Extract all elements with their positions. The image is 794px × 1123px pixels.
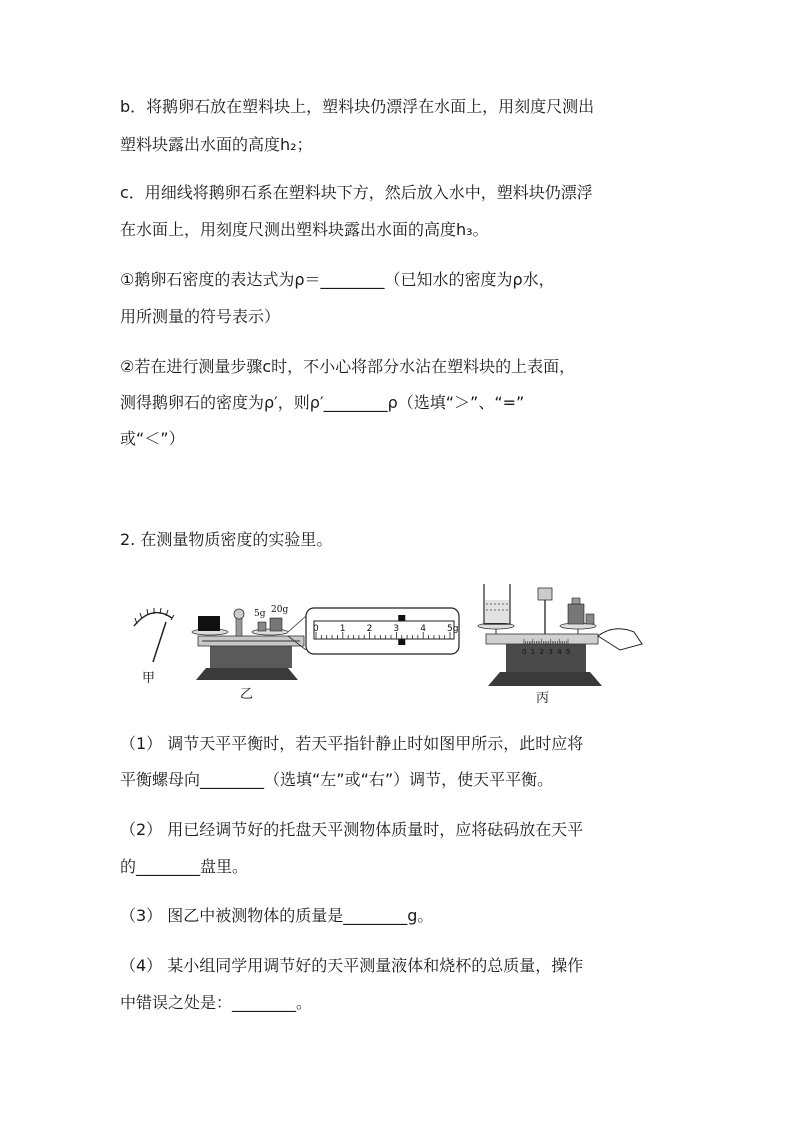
ruler-tick-label: 0 xyxy=(313,624,319,634)
para-b-line-2: 塑料块露出水面的高度h₂； xyxy=(120,135,313,154)
balance-figure xyxy=(128,570,644,710)
weight-20g-label: 20g xyxy=(271,605,289,615)
question-1-line-1: ①鹅卵石密度的表达式为ρ＝________（已知水的密度为ρ水， xyxy=(120,270,555,289)
item-1-line-1: （1） 调节天平平衡时，若天平指针静止时如图甲所示，此时应将 xyxy=(120,734,584,753)
bing-tick-label: 3 xyxy=(548,648,553,656)
balance-bing xyxy=(478,584,642,706)
ruler-tick-label: 5g xyxy=(447,624,459,634)
pointer-needle xyxy=(153,622,166,662)
bing-tick-label: 2 xyxy=(539,648,545,656)
weight-5g xyxy=(258,622,266,631)
bing-tick-label: 1 xyxy=(530,648,536,656)
para-b-line-1: b．将鹅卵石放在塑料块上，塑料块仍漂浮在水面上，用刻度尺测出 xyxy=(120,97,595,116)
label-yi: 乙 xyxy=(240,687,254,702)
item-1-line-2: 平衡螺母向________（选填“左”或“右”）调节，使天平平衡。 xyxy=(120,770,554,789)
ruler-tick-label: 2 xyxy=(366,624,373,634)
rider-marker-bottom xyxy=(398,639,405,645)
bing-tick-label: 4 xyxy=(557,648,562,656)
para-c-line-2: 在水面上，用刻度尺测出塑料块露出水面的高度h₃。 xyxy=(120,220,489,239)
ruler-tick-label: 1 xyxy=(339,624,346,634)
item-4-line-2: 中错误之处是：________。 xyxy=(120,993,313,1012)
question-1-line-2: 用所测量的符号表示） xyxy=(120,307,281,326)
question-2-line-3: 或“＜”） xyxy=(120,429,185,448)
item-3-line-1: （3） 图乙中被测物体的质量是________g。 xyxy=(120,906,434,925)
para-c-line-1: c．用细线将鹅卵石系在塑料块下方，然后放入水中，塑料块仍漂浮 xyxy=(120,183,593,202)
bing-weight-small xyxy=(586,614,594,624)
problem-2-title: 2. 在测量物质密度的实验里。 xyxy=(120,530,333,549)
balance-figure-svg xyxy=(128,570,644,710)
item-2-line-2: 的________盘里。 xyxy=(120,857,249,876)
ruler-tick-label: 4 xyxy=(420,624,426,634)
bing-tick-label: 0 xyxy=(522,648,527,656)
object-block xyxy=(198,616,220,631)
label-jia: 甲 xyxy=(142,671,156,686)
rider-marker xyxy=(398,615,405,621)
question-2-line-1: ②若在进行测量步骤c时，不小心将部分水沾在塑料块的上表面， xyxy=(120,357,576,376)
ruler-tick-label: 3 xyxy=(393,624,400,634)
pointer-scale-jia xyxy=(134,608,174,686)
weight-20g xyxy=(270,618,282,631)
hand-icon xyxy=(598,629,642,650)
zoomed-ruler xyxy=(288,608,459,654)
item-2-line-1: （2） 用已经调节好的托盘天平测物体质量时，应将砝码放在天平 xyxy=(120,820,584,839)
label-bing: 丙 xyxy=(536,691,550,706)
weight-5g-label: 5g xyxy=(254,609,266,619)
question-2-line-2: 测得鹅卵石的密度为ρ′，则ρ′________ρ（选填“＞”、“=” xyxy=(120,393,525,412)
item-4-line-1: （4） 某小组同学用调节好的天平测量液体和烧杯的总质量，操作 xyxy=(120,956,584,975)
bing-tick-label: 5 xyxy=(566,648,571,656)
bing-weight-large xyxy=(568,604,584,624)
balance-yi xyxy=(192,605,304,702)
